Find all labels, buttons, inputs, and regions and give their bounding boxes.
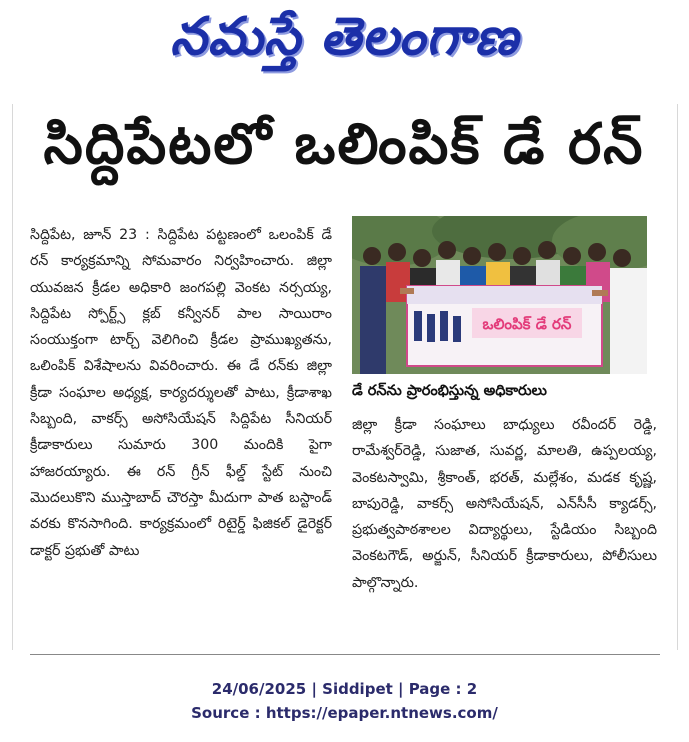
photo-caption: డే రన్‌ను ప్రారంభిస్తున్న అధికారులు bbox=[352, 383, 547, 399]
photo-illustration bbox=[352, 216, 647, 374]
masthead bbox=[0, 0, 689, 82]
masthead-logo: నమస్తే తెలంగాణ bbox=[170, 6, 519, 67]
headline: సిద్దిపేటలో ఒలింపిక్ డే రన్ bbox=[43, 112, 645, 177]
article-photo bbox=[352, 216, 647, 374]
footer-date-line: 24/06/2025 | Siddipet | Page : 2 bbox=[211, 680, 478, 698]
article-right-column: జిల్లా క్రీడా సంఘాలు బాధ్యులు రవీందర్ రెడ్డి, రామేశ్వర్‌రెడ్డి, సుజాత, సువర్ణ, మాలతి, ఉప్పలయ్య, వెంకటస్వామి, శ్రీకాంత్, భరత్, మల్లేశం, మడక కృష్ణ, బాపురెడ్డి, వాకర్స్ అసోసియేషన్, ఎన్‌సీసీ క్యాడర్స్, ప్రభుత్వపాఠశాలల విద్యార్థులు, స్టేడియం సిబ్బంది వెంకటగౌడ్, అర్జున్, సీనియర్ క్రీడాకారులు, పోలీసులు పాల్గొన్నారు. bbox=[352, 417, 657, 591]
footer-divider bbox=[30, 654, 660, 655]
banner-text: ఒలింపిక్ డే రన్ bbox=[482, 315, 572, 333]
footer-source-line: Source : https://epaper.ntnews.com/ bbox=[191, 704, 498, 722]
article-left-column: సిద్దిపేట, జూన్ 23 : సిద్దిపేట పట్టణంలో ఒలంపిక్ డే రన్ కార్యక్రమాన్ని సోమవారం నిర్వహించారు. జిల్లా యువజన క్రీడల అధికారి జంగపల్లి వెంకట నర్సయ్య, సిద్దిపేట స్పోర్ట్స్ క్లబ్ కన్వీనర్ పాల సాయిరాం సంయుక్తంగా టార్చ్ వెలిగించి క్రీడల ప్రాముఖ్యతను, ఒలింపిక్ విశేషాలను వివరించారు. ఈ డే రన్‌కు జిల్లా క్రీడా సంఘాల అధ్యక్ష, కార్యదర్శులతో పాటు, క్రీడాశాఖ సిబ్బంది, వాకర్స్ అసోసియేషన్ సిద్దిపేట సీనియర్ క్రీడాకారులు సుమారు 300 మందికి పైగా హాజరయ్యారు. ఈ రన్ గ్రీన్ ఫీల్డ్ స్టేట్ నుంచి మొదలుకొని ముస్తాబాద్ చౌరస్తా మీదుగా పాత బస్టాండ్ వరకు కొనసాగింది. కార్యక్రమంలో రిటైర్డ్ ఫిజికల్ డైరెక్టర్ డాక్టర్ ప్రభుతో పాటు bbox=[30, 227, 332, 559]
